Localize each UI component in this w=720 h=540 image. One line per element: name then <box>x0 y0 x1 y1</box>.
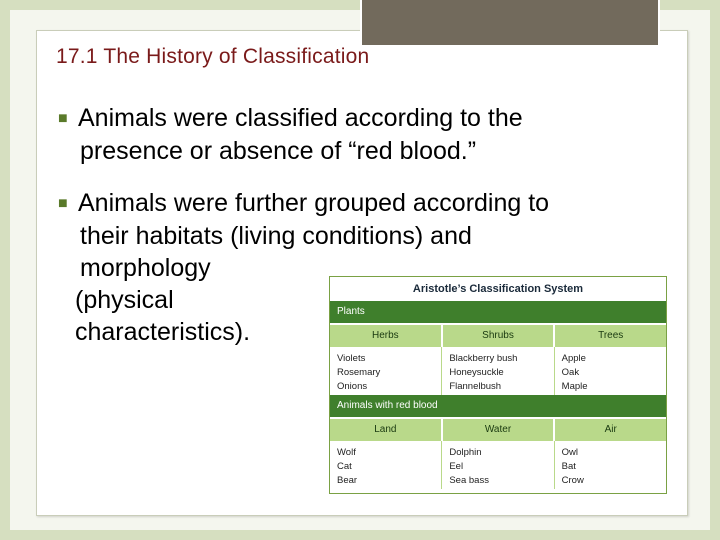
classification-table <box>329 276 667 494</box>
table-row <box>330 441 666 489</box>
table-row <box>330 347 666 395</box>
cell-item: Dolphin <box>449 447 482 458</box>
table-cell <box>442 347 554 395</box>
bullet-text-line: presence or absence of “red blood.” <box>80 137 477 165</box>
table-cell <box>330 441 442 489</box>
cell-item: Onions <box>337 381 368 392</box>
cell-item: Cat <box>337 461 352 472</box>
column-header: Herbs <box>330 325 443 347</box>
cell-item: Bear <box>337 475 358 486</box>
decorative-header-tab <box>360 0 660 47</box>
cell-item: Wolf <box>337 447 356 458</box>
table-cell <box>555 347 666 395</box>
bullet-text-line: morphology <box>80 254 211 282</box>
bullet-square-icon: ■ <box>58 195 68 212</box>
bullet-square-icon: ■ <box>58 110 68 127</box>
cell-item: Crow <box>561 475 584 486</box>
cell-item: Blackberry bush <box>449 353 518 364</box>
cell-item: Bat <box>561 461 576 472</box>
cell-item: Flannelbush <box>449 381 502 392</box>
section-band-animals: Animals with red blood <box>330 395 666 417</box>
bullet-text-line: their habitats (living conditions) and <box>80 222 472 250</box>
cell-item: Oak <box>561 367 580 378</box>
cell-item: Rosemary <box>337 367 381 378</box>
cell-item: Eel <box>449 461 464 472</box>
column-header: Trees <box>598 330 624 341</box>
table-title: Aristotle’s Classification System <box>412 283 584 295</box>
cell-item: Maple <box>561 381 588 392</box>
section-band-plants: Plants <box>330 301 666 323</box>
cell-item: Honeysuckle <box>449 367 504 378</box>
cell-item: Violets <box>337 353 366 364</box>
column-header: Water <box>443 419 556 441</box>
bullet-text-line: Animals were classified according to the <box>78 104 523 132</box>
table-cell <box>442 441 554 489</box>
bullet-text-line: Animals were further grouped according to <box>78 189 550 217</box>
cell-item: Sea bass <box>449 475 489 486</box>
column-header: Land <box>330 419 443 441</box>
table-cell <box>555 441 666 489</box>
column-header: Air <box>604 424 617 435</box>
column-header: Shrubs <box>443 325 556 347</box>
slide-title: 17.1 The History of Classification <box>56 45 370 68</box>
bullet-item-1 <box>58 102 523 167</box>
cell-item: Apple <box>561 353 586 364</box>
table-cell <box>330 347 442 395</box>
bullet-text-line: characteristics). <box>75 318 251 346</box>
bullet-text-line: (physical <box>75 286 174 314</box>
column-header-row <box>330 417 666 441</box>
column-header-row <box>330 323 666 347</box>
cell-item: Owl <box>561 447 579 458</box>
